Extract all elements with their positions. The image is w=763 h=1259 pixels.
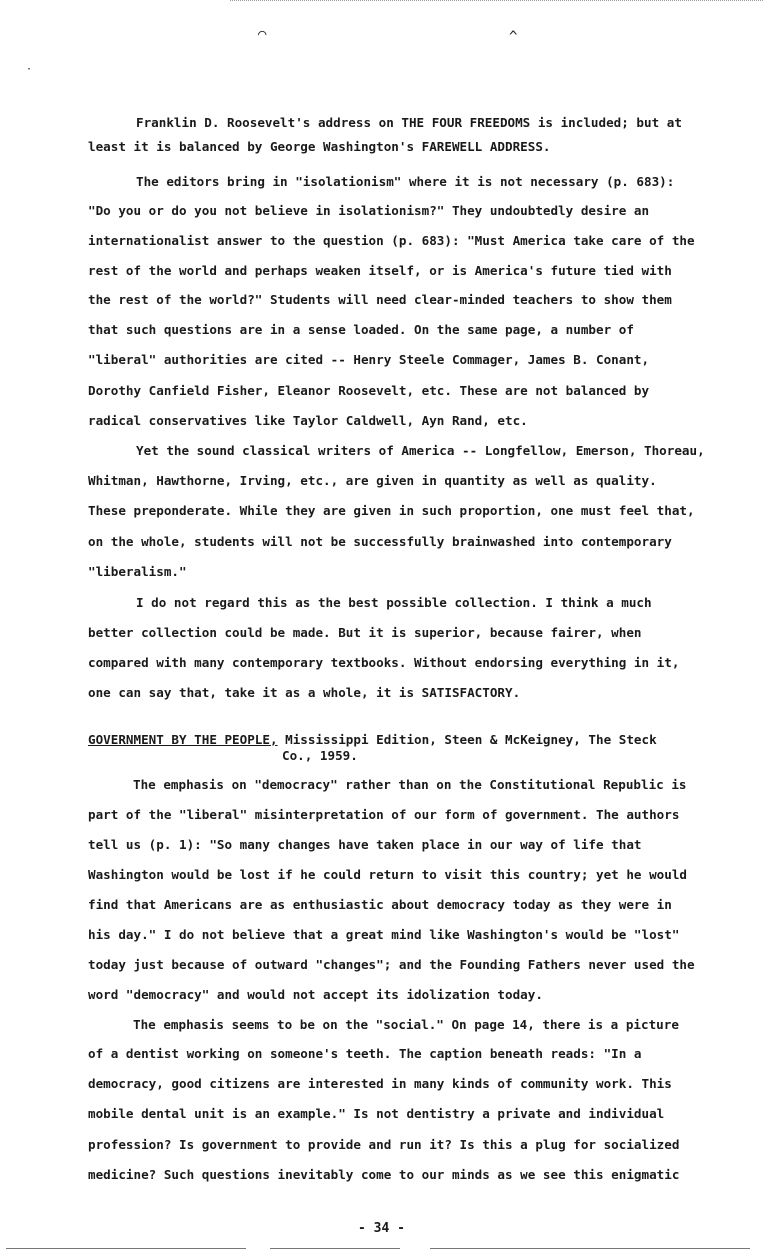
text-line: on the whole, students will not be successfully brainwashed into contemporary [88,534,672,549]
margin-speck: · [26,64,33,75]
bottom-rule-right [430,1248,750,1249]
text-line: today just because of outward "changes"; and the Founding Fathers never used the [88,957,695,972]
book-title: GOVERNMENT BY THE PEOPLE, [88,732,278,747]
text-line: I do not regard this as the best possible collection. I think a much [136,595,652,610]
top-mark-left: ⌒ [258,26,267,42]
text-line: part of the "liberal" misinterpretation of our form of government. The authors [88,807,680,822]
book-details: Mississippi Edition, Steen & McKeigney, The Steck [277,732,657,747]
text-line: Franklin D. Roosevelt's address on THE FOUR FREEDOMS is included; but at [136,115,682,130]
text-line: The editors bring in "isolationism" where it is not necessary (p. 683): [136,174,675,189]
text-line: Yet the sound classical writers of America -- Longfellow, Emerson, Thoreau, [136,443,705,458]
text-line: The emphasis on "democracy" rather than on the Constitutional Republic is [133,777,687,792]
text-line: Dorothy Canfield Fisher, Eleanor Roosevelt, etc. These are not balanced by [88,383,650,398]
text-line: mobile dental unit is an example." Is not dentistry a private and individual [88,1106,665,1121]
text-line: Washington would be lost if he could return to visit this country; yet he would [88,867,687,882]
text-line: internationalist answer to the question (p. 683): "Must America take care of the [88,233,695,248]
top-mark-right: ^ [509,29,518,45]
text-line: rest of the world and perhaps weaken itself, or is America's future tied with [88,263,672,278]
text-line: These preponderate. While they are given in such proportion, one must feel that, [88,503,695,518]
top-dotted-edge [230,0,763,5]
bottom-rule-left [6,1248,246,1249]
text-line: better collection could be made. But it is superior, because fairer, when [88,625,642,640]
text-line: one can say that, take it as a whole, it is SATISFACTORY. [88,685,521,700]
text-line: the rest of the world?" Students will need clear-minded teachers to show them [88,292,672,307]
text-line: least it is balanced by George Washington's FAREWELL ADDRESS. [88,139,551,154]
text-line: his day." I do not believe that a great mind like Washington's would be "lost" [88,927,680,942]
text-line: profession? Is government to provide and run it? Is this a plug for socialized [88,1137,680,1152]
text-line: word "democracy" and would not accept its idolization today. [88,987,543,1002]
text-line: "liberalism." [88,564,187,579]
book-citation [88,731,657,749]
text-line: find that Americans are as enthusiastic about democracy today as they were in [88,897,672,912]
text-line: "liberal" authorities are cited -- Henry Steele Commager, James B. Conant, [88,352,650,367]
text-line: that such questions are in a sense loaded. On the same page, a number of [88,322,634,337]
text-line: tell us (p. 1): "So many changes have taken place in our way of life that [88,837,642,852]
text-line: "Do you or do you not believe in isolationism?" They undoubtedly desire an [88,203,650,218]
text-line: of a dentist working on someone's teeth. The caption beneath reads: "In a [88,1046,642,1061]
text-line: medicine? Such questions inevitably come to our minds as we see this enigmatic [88,1167,680,1182]
bottom-rule-mid [270,1248,400,1249]
text-line: radical conservatives like Taylor Caldwell, Ayn Rand, etc. [88,413,528,428]
text-line: compared with many contemporary textbooks. Without endorsing everything in it, [88,655,680,670]
text-line: The emphasis seems to be on the "social." On page 14, there is a picture [133,1017,679,1032]
book-citation-line2: Co., 1959. [282,748,358,763]
page-number: - 34 - [358,1221,405,1236]
text-line: Whitman, Hawthorne, Irving, etc., are given in quantity as well as quality. [88,473,657,488]
text-line: democracy, good citizens are interested in many kinds of community work. This [88,1076,672,1091]
